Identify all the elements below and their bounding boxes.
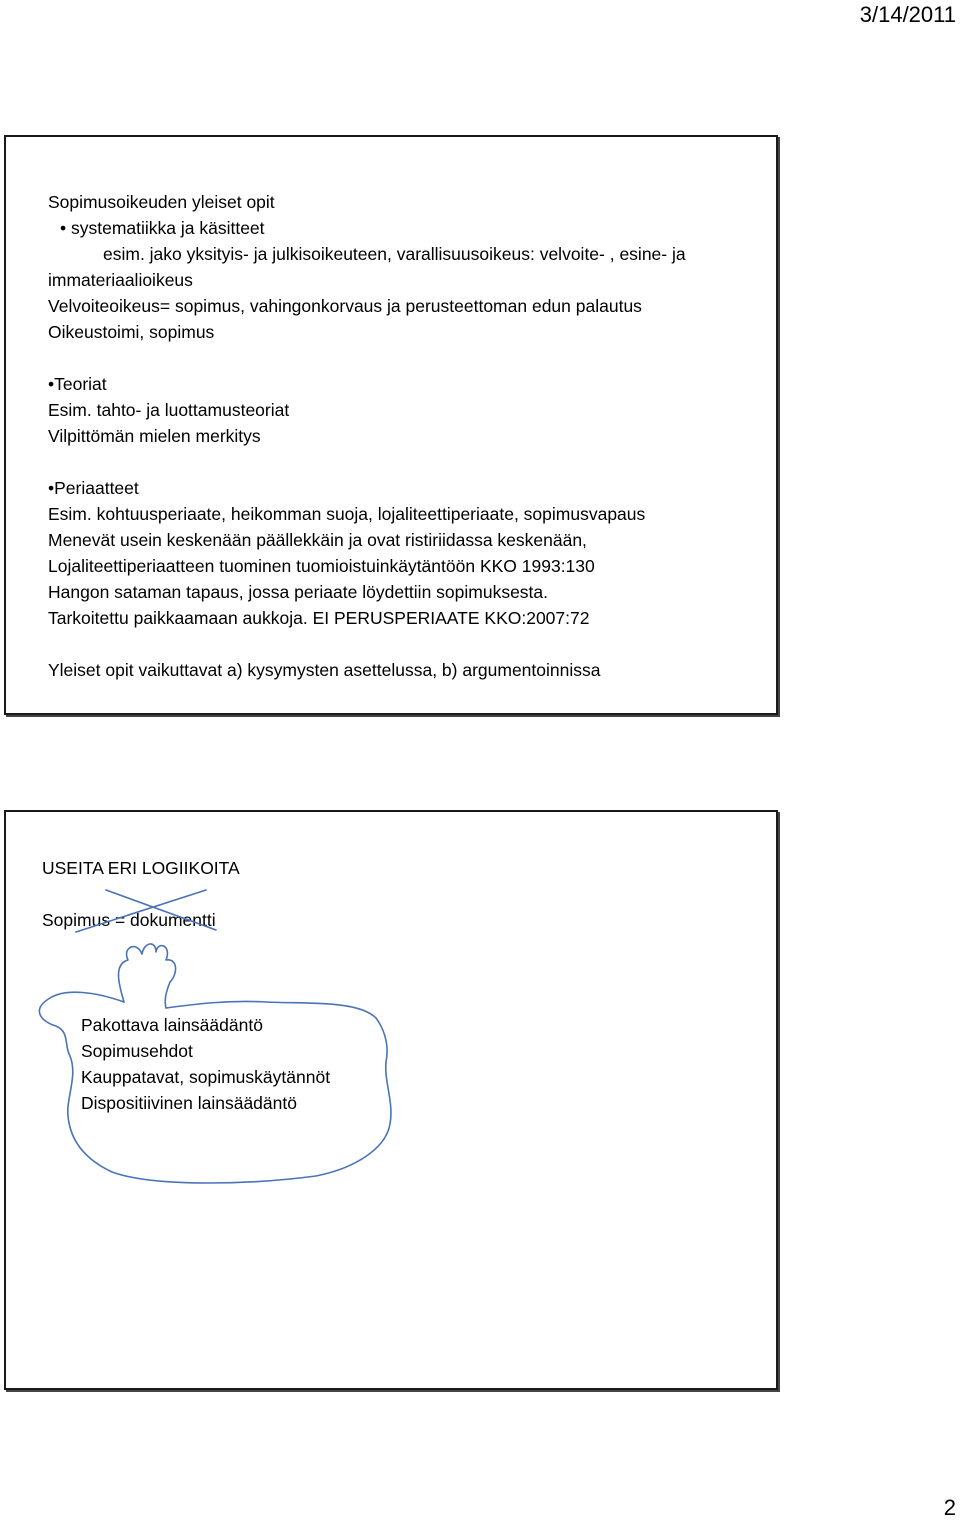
slide-heading: Sopimusoikeuden yleiset opit bbox=[48, 192, 275, 212]
strike-line-2 bbox=[106, 890, 216, 930]
bag-contents-list bbox=[81, 1012, 330, 1116]
legal-act-line: Oikeustoimi, sopimus bbox=[48, 322, 215, 342]
theories-bullet: •Teoriat bbox=[48, 374, 107, 394]
slide-1-content bbox=[48, 189, 768, 683]
spacer bbox=[48, 631, 768, 657]
bag-item-dispositive-legislation: Dispositiivinen lainsäädäntö bbox=[81, 1093, 297, 1113]
loyalty-line: Lojaliteettiperiaatteen tuominen tuomioistuinkäytäntöön KKO 1993:130 bbox=[48, 556, 595, 576]
principles-bullet: •Periaatteet bbox=[48, 478, 139, 498]
sincere-mind-line: Vilpittömän mielen merkitys bbox=[48, 426, 261, 446]
bag-item-trade-usages: Kauppatavat, sopimuskäytännöt bbox=[81, 1067, 331, 1087]
obligation-law-line: Velvoiteoikeus= sopimus, vahingonkorvaus ja perusteettoman edun palautus bbox=[48, 296, 642, 316]
gap-line: Tarkoitettu paikkaamaan aukkoja. EI PERUSPERIAATE KKO:2007:72 bbox=[48, 608, 590, 628]
page-number: 2 bbox=[943, 1495, 956, 1520]
systematics-example-line-2: immateriaalioikeus bbox=[48, 270, 193, 290]
bullet-systematics: • systematiikka ja käsitteet bbox=[60, 218, 265, 238]
bag-item-contract-terms: Sopimusehdot bbox=[81, 1041, 193, 1061]
spacer bbox=[48, 345, 768, 371]
strike-line-1 bbox=[76, 890, 206, 932]
slide-2 bbox=[4, 810, 778, 1390]
theories-example-line: Esim. tahto- ja luottamusteoriat bbox=[48, 400, 290, 420]
systematics-example-line-1: esim. jako yksityis- ja julkisoikeuteen, varallisuusoikeus: velvoite- , esine- ja bbox=[103, 244, 686, 264]
spacer bbox=[48, 449, 768, 475]
slide-1 bbox=[4, 135, 778, 715]
principles-example-line: Esim. kohtuusperiaate, heikomman suoja, lojaliteettiperiaate, sopimusvapaus bbox=[48, 504, 646, 524]
general-doctrines-line: Yleiset opit vaikuttavat a) kysymysten asettelussa, b) argumentoinnissa bbox=[48, 660, 601, 680]
header-date: 3/14/2011 bbox=[859, 2, 956, 27]
document-line: Sopimus = dokumentti bbox=[42, 910, 216, 930]
hanko-line: Hangon sataman tapaus, jossa periaate löydettiin sopimuksesta. bbox=[48, 582, 549, 602]
bag-knot bbox=[119, 944, 176, 1008]
overlap-line: Menevät usein keskenään päällekkäin ja ovat ristiriidassa keskenään, bbox=[48, 530, 587, 550]
bag-item-mandatory-legislation: Pakottava lainsäädäntö bbox=[81, 1015, 263, 1035]
slide-2-title: USEITA ERI LOGIIKOITA bbox=[42, 858, 240, 878]
